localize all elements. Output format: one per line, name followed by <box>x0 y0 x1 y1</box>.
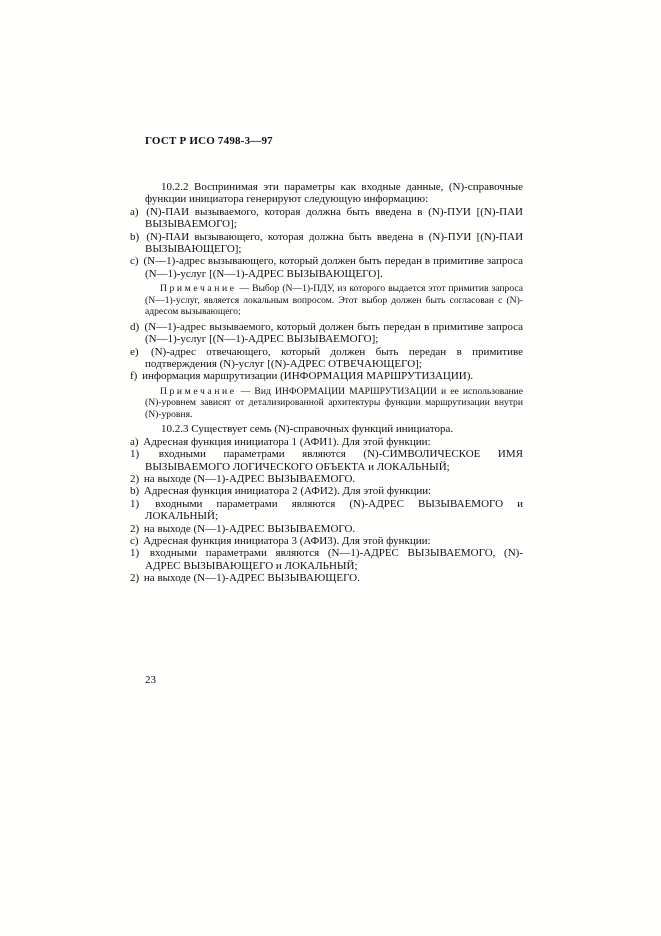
item-text: на выходе (N—1)-АДРЕС ВЫЗЫВАЮЩЕГО. <box>143 572 360 585</box>
item-text: Адресная функция инициатора 3 (АФИ3). Для этой функции: <box>143 534 431 547</box>
paragraph-10-2-3: 10.2.3 Существует семь (N)-справочных функций инициатора. <box>161 423 454 436</box>
item-label: a) <box>130 205 139 218</box>
note-text: — Вид ИНФОРМАЦИИ МАРШРУТИЗАЦИИ и ее использование (N)-уровнем зависят от детализированной архитектуры функции маршрутизации внутри (N)-уровня. <box>145 385 523 420</box>
item-label: 2) <box>130 522 140 535</box>
sub-item-afi1-2 <box>130 472 523 485</box>
item-text: входными параметрами являются (N—1)-АДРЕС ВЫЗЫВАЕМОГО, (N)-АДРЕС ВЫЗЫВАЮЩЕГО и ЛОКАЛЬНЫЙ; <box>145 547 523 572</box>
item-text: входными параметрами являются (N)-АДРЕС ВЫЗЫВАЕМОГО и ЛОКАЛЬНЫЙ; <box>145 497 524 523</box>
note-1 <box>145 283 523 318</box>
item-label: f) <box>130 370 138 383</box>
sub-item-afi3-2 <box>130 572 523 585</box>
item-text: входными параметрами являются (N)-СИМВОЛИЧЕСКОЕ ИМЯ ВЫЗЫВАЕМОГО ЛОГИЧЕСКОГО ОБЪЕКТА и ЛОКАЛЬНЫЙ; <box>145 448 523 473</box>
note-2 <box>145 386 523 421</box>
item-label: c) <box>130 255 139 268</box>
item-label: 1) <box>130 497 140 510</box>
item-label: e) <box>130 345 139 358</box>
item-label: a) <box>130 435 139 448</box>
item-text: Адресная функция инициатора 1 (АФИ1). Для этой функции: <box>143 435 431 448</box>
item-text: (N)-ПАИ вызываемого, которая должна быть введена в (N)-ПУИ [(N)-ПАИ ВЫЗЫВАЕМОГО]; <box>145 205 523 231</box>
sub-item-afi2-2 <box>130 522 523 535</box>
item-label: 2) <box>130 472 140 485</box>
item-label: 1) <box>130 448 140 461</box>
item-text: Адресная функция инициатора 2 (АФИ2). Для этой функции: <box>143 485 432 498</box>
note-label: Примечание <box>160 385 237 397</box>
list-item-afi1 <box>130 435 523 448</box>
list-item-afi2 <box>130 485 523 498</box>
list-item-e <box>130 345 524 371</box>
item-text: (N—1)-адрес вызывающего, который должен быть передан в примитиве запроса (N—1)-услуг [(N—1)-АДРЕС ВЫЗЫВАЮЩЕГО]. <box>143 255 524 280</box>
document-body <box>130 181 524 585</box>
note-label: Примечание <box>160 283 237 295</box>
list-item-f <box>130 370 523 383</box>
item-text: (N)-ПАИ вызывающего, которая должна быть введена в (N)-ПУИ [(N)-ПАИ ВЫЗЫВАЮЩЕГО]; <box>145 230 524 256</box>
standard-designation: ГОСТ Р ИСО 7498-3—97 <box>145 135 273 147</box>
sub-item-afi1-1 <box>130 448 523 473</box>
list-item-c <box>130 255 524 280</box>
sub-item-afi3-1 <box>130 547 523 572</box>
item-label: 1) <box>130 547 140 560</box>
item-text: (N—1)-адрес вызываемого, который должен быть передан в примитиве запроса (N—1)-услуг [(N—1)-АДРЕС ВЫЗЫВАЕМОГО]; <box>144 320 524 346</box>
item-text: на выходе (N—1)-АДРЕС ВЫЗЫВАЕМОГО. <box>143 522 356 535</box>
item-text: на выходе (N—1)-АДРЕС ВЫЗЫВАЕМОГО. <box>143 472 356 485</box>
note-text: — Выбор (N—1)-ПДУ, из которого выдается этот примитив запроса (N—1)-услуг, является локальным вопросом. Этот выбор должен быть согласован с (N)-адресом вызывающего; <box>145 283 523 318</box>
item-label: b) <box>130 230 140 243</box>
paragraph-10-2-2: 10.2.2 Воспринимая эти параметры как входные данные, (N)-справочные функции инициатора генерируют следующую информацию: <box>145 181 523 206</box>
list-item-a <box>130 205 523 231</box>
list-item-afi3 <box>130 534 523 547</box>
item-label: 2) <box>130 572 140 585</box>
list-item-d <box>130 320 524 346</box>
sub-item-afi2-1 <box>130 497 524 523</box>
item-text: (N)-адрес отвечающего, который должен быть передан в примитиве подтверждения (N)-услуг [(N)-АДРЕС ОТВЕЧАЮЩЕГО]; <box>145 345 524 370</box>
item-label: b) <box>130 485 140 498</box>
item-label: c) <box>130 534 139 547</box>
list-item-b <box>130 230 524 256</box>
item-text: информация маршрутизации (ИНФОРМАЦИЯ МАРШРУТИЗАЦИИ). <box>142 370 474 383</box>
item-label: d) <box>130 320 140 333</box>
page-number: 23 <box>145 674 156 686</box>
